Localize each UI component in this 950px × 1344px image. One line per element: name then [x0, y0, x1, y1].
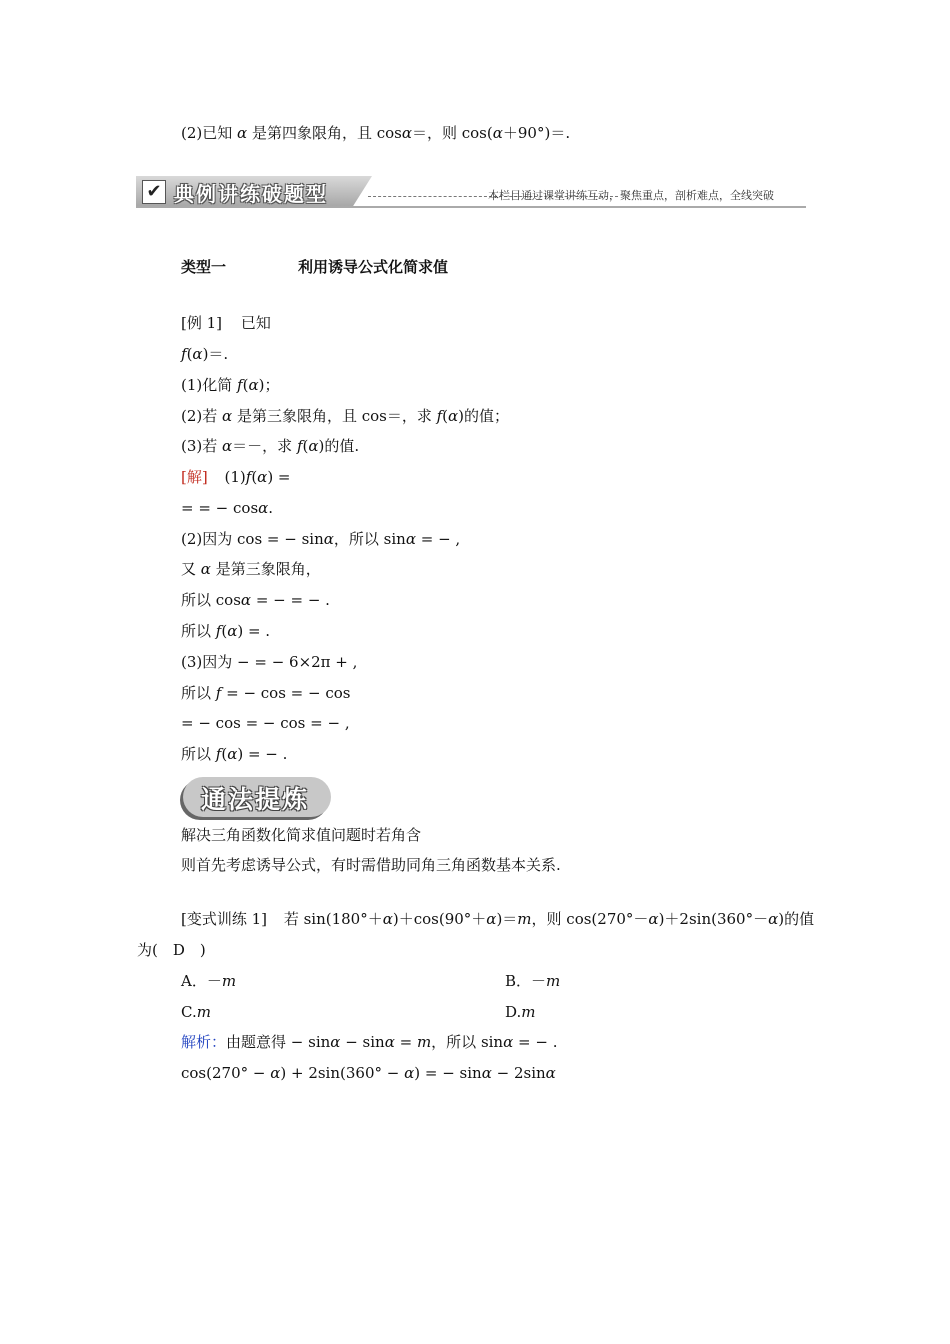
variant-question: [变式训练 1] 若 sin(180°＋α)＋cos(90°＋α)＝m，则 cos(270°－α)＋2sin(360°－α)的值	[181, 910, 815, 928]
option-d: D.m	[505, 1003, 536, 1021]
type-title: 利用诱导公式化简求值	[298, 258, 449, 276]
example-tag-line	[181, 313, 271, 333]
method-badge	[183, 777, 331, 817]
method-line-2: 则首先考虑诱导公式，有时需借助同角三角函数基本关系.	[181, 856, 561, 874]
example-function: f(α)＝.	[181, 345, 229, 363]
option-a: A．－m	[181, 972, 237, 990]
solution-step-1: [解] (1)f(α) =	[181, 468, 291, 486]
method-line-1: 解决三角函数化简求值问题时若角含	[181, 826, 422, 844]
banner-rule	[136, 206, 806, 208]
method-badge-label: 通法提炼	[201, 785, 310, 814]
example-intro: 已知	[240, 314, 271, 332]
solution-step-7: (3)因为 − = − 6×2π + ,	[181, 653, 358, 671]
banner-description: 本栏目通过课堂讲练互动，聚焦重点，剖析难点，全线突破	[488, 189, 774, 202]
example-question-3: (3)若 α＝－，求 f(α)的值.	[181, 437, 360, 455]
solution-step-4: 又 α 是第三象限角，	[181, 560, 321, 578]
solution-step-3: (2)因为 cos = − sinα，所以 sinα = − ,	[181, 530, 461, 548]
option-c: C.m	[181, 1003, 211, 1021]
checkmark-icon: ✔	[142, 180, 166, 204]
solution-step-6: 所以 f(α) = .	[181, 622, 271, 640]
example-question-1: (1)化简 f(α)；	[181, 376, 280, 394]
analysis-line-1: 解析：由题意得 − sinα − sinα = m，所以 sinα = − .	[181, 1033, 558, 1051]
solution-step-2: = = − cosα.	[181, 499, 274, 517]
intro-question: (2)已知 α 是第四象限角，且 cosα＝，则 cos(α＋90°)＝.	[181, 124, 571, 142]
analysis-line-2: cos(270° − α) + 2sin(360° − α) = − sinα − 2sinα	[181, 1064, 556, 1082]
solution-step-8: 所以 f = − cos = − cos	[181, 684, 351, 702]
solution-step-10: 所以 f(α) = − .	[181, 745, 288, 763]
section-banner	[136, 176, 806, 210]
type-heading	[181, 257, 449, 277]
variant-tag: [变式训练 1]	[181, 910, 268, 928]
example-question-2: (2)若 α 是第三象限角，且 cos＝，求 f(α)的值；	[181, 407, 510, 425]
type-label: 类型一	[181, 258, 227, 276]
solution-step-5: 所以 cosα = − = − .	[181, 591, 330, 609]
analysis-tag: 解析：	[181, 1033, 227, 1051]
example-tag: [例 1]	[181, 314, 223, 332]
solution-step-9: = − cos = − cos = − ,	[181, 714, 350, 732]
banner-title: 典例讲练破题型	[174, 182, 328, 206]
variant-question-cont: 为( D )	[137, 941, 206, 959]
solution-tag: [解]	[181, 468, 208, 486]
option-b: B．－m	[505, 972, 561, 990]
